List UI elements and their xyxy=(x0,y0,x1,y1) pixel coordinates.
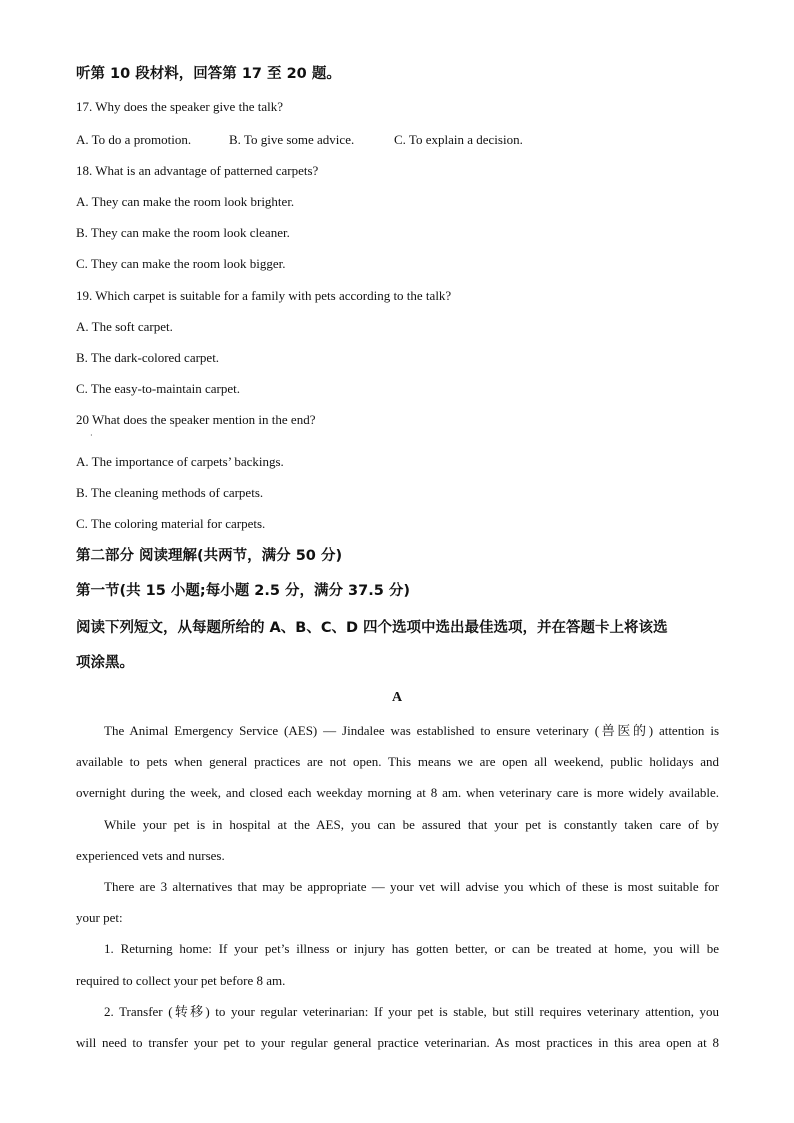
passage-line: There are 3 alternatives that may be appropriate — your vet will advise you which of these is most suitable for xyxy=(104,879,719,894)
question-19-stem: 19. Which carpet is suitable for a family with pets according to the talk? xyxy=(76,288,452,303)
listening-heading: 听第 10 段材料，回答第 17 至 20 题。 xyxy=(76,66,341,82)
question-18-stem: 18. What is an advantage of patterned carpets? xyxy=(76,163,319,178)
question-20-option-c: C. The coloring material for carpets. xyxy=(76,516,266,531)
question-19-option-b: B. The dark-colored carpet. xyxy=(76,350,220,365)
passage-line: overnight during the week, and closed each weekday morning at 8 am. when veterinary care is more widely available. xyxy=(76,785,719,800)
question-17-options xyxy=(76,132,636,148)
question-20-option-a: A. The importance of carpets’ backings. xyxy=(76,454,284,469)
question-18-option-a: A. They can make the room look brighter. xyxy=(76,194,295,209)
question-18-option-c: C. They can make the room look bigger. xyxy=(76,256,286,271)
question-19-option-a: A. The soft carpet. xyxy=(76,319,173,334)
passage-line: required to collect your pet before 8 am. xyxy=(76,973,286,988)
reading-section-title: 第一节(共 15 小题;每小题 2.5 分，满分 37.5 分) xyxy=(76,583,410,599)
passage-line: While your pet is in hospital at the AES, you can be assured that your pet is constantly taken care of by xyxy=(104,817,719,832)
question-20-option-b: B. The cleaning methods of carpets. xyxy=(76,485,264,500)
passage-line: 1. Returning home: If your pet’s illness or injury has gotten better, or can be treated at home, you will be xyxy=(104,941,719,956)
question-17-option-b: B. To give some advice. xyxy=(229,132,355,147)
question-20-stem: 20 What does the speaker mention in the end? xyxy=(76,412,316,427)
reading-instruction-line-1: 阅读下列短文，从每题所给的 A、B、C、D 四个选项中选出最佳选项，并在答题卡上将该选 xyxy=(76,620,668,636)
passage-line: The Animal Emergency Service (AES) — Jindalee was established to ensure veterinary (兽医的) attention is xyxy=(104,723,719,738)
question-19-option-c: C. The easy-to-maintain carpet. xyxy=(76,381,241,396)
stray-dot-mark: · xyxy=(90,431,93,440)
reading-part-title: 第二部分 阅读理解(共两节，满分 50 分) xyxy=(76,548,343,564)
passage-line: 2. Transfer (转移) to your regular veterinarian: If your pet is stable, but still requires veterinary attention, you xyxy=(104,1004,719,1019)
question-17-option-c: C. To explain a decision. xyxy=(394,132,523,147)
passage-line: will need to transfer your pet to your regular general practice veterinarian. As most practices in this area open at 8 xyxy=(76,1035,719,1050)
passage-line: your pet: xyxy=(76,910,123,925)
question-17-option-a: A. To do a promotion. xyxy=(76,132,192,147)
passage-label: A xyxy=(391,690,403,705)
reading-instruction-line-2: 项涂黑。 xyxy=(76,655,134,671)
question-17-stem: 17. Why does the speaker give the talk? xyxy=(76,99,283,114)
question-18-option-b: B. They can make the room look cleaner. xyxy=(76,225,290,240)
passage-line: available to pets when general practices are not open. This means we are open all weekend, public holidays and xyxy=(76,754,719,769)
passage-line: experienced vets and nurses. xyxy=(76,848,225,863)
